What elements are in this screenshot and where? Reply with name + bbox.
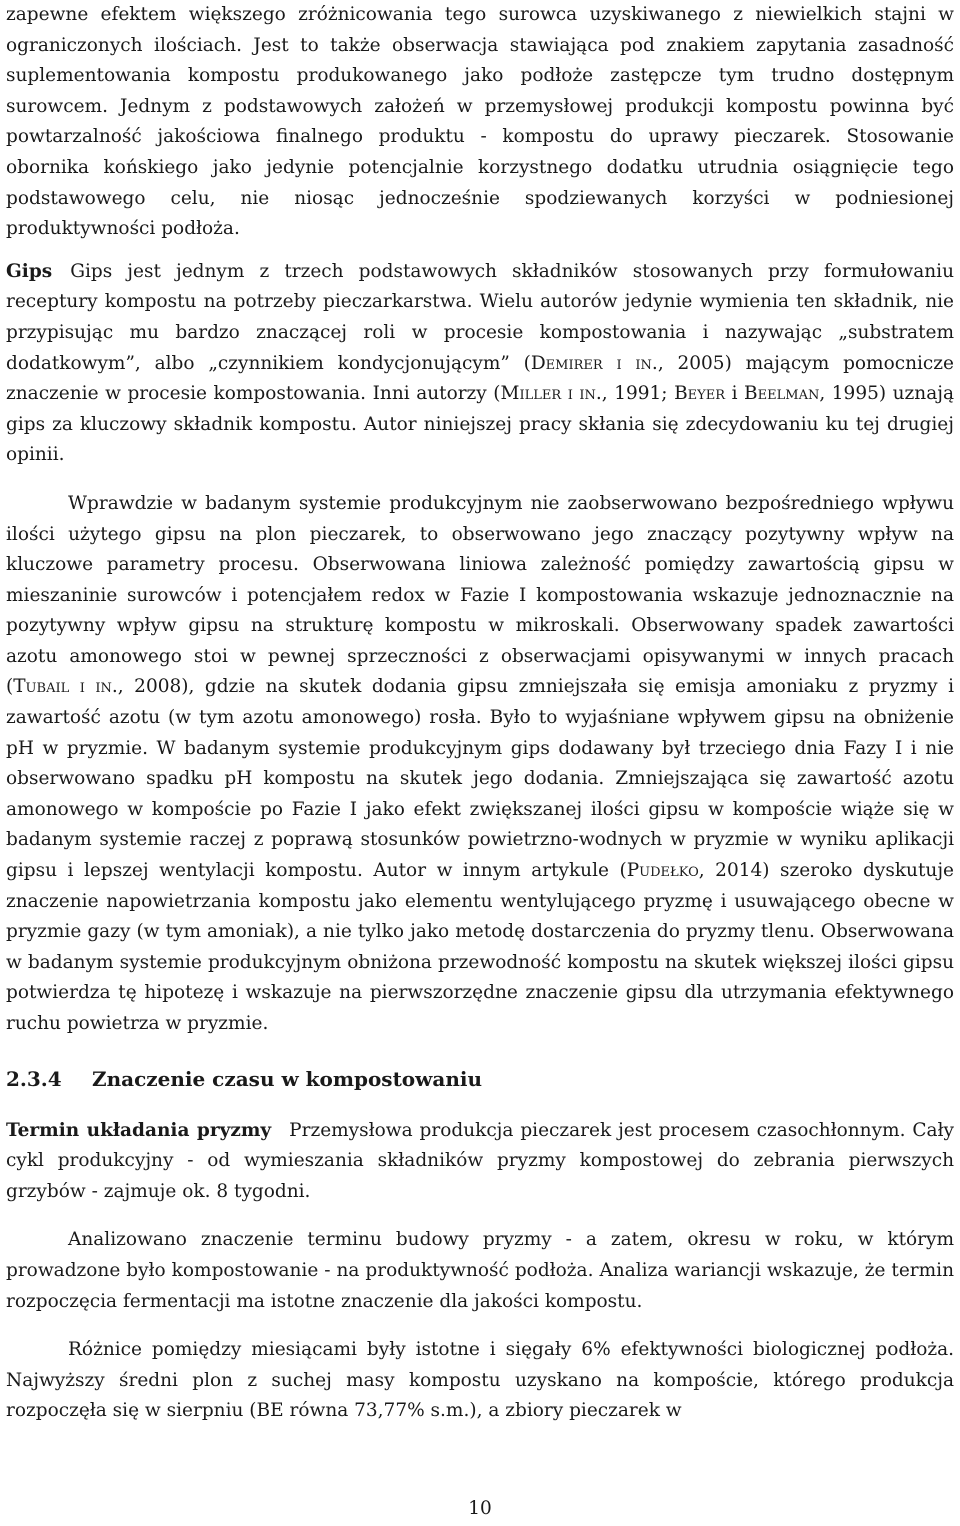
citation: Beyer (674, 383, 726, 405)
text-run: , 2008), gdzie na skutek dodania gipsu zmniejszała się emisja amoniaku z pryzmy i zawartość azotu (w tym azotu amonowego) rosła. Było to wyjaśniane wpływem gipsu na obniżenie pH w pryzmie. W badanym systemie produkcyjnym gips dodawany był trzeciego dnia Fazy I i nie obserwowano spadku pH kompostu na skutek jego dodania. Zmniejszająca się zawartość azotu amonowego w kompoście po Fazie I jako efekt zwiększanej ilości gipsu w kompoście wiąże się w badanym systemie raczej z poprawą stosunków powietrzno-wodnych w pryzmie w wyniku aplikacji gipsu i lepszej wentylacji kompostu. Autor w innym artykule ( (6, 676, 954, 882)
paragraph-analiza: Analizowano znaczenie terminu budowy pryzmy - a zatem, okresu w roku, w którym prowadzone było kompostowanie - na produktywność podłoża. Analiza wariancji wskazuje, że termin rozpoczęcia fermentacji ma istotne znaczenie dla jakości kompostu. (6, 1229, 954, 1312)
paragraph-gips-effects (6, 489, 954, 1040)
page-number: 10 (468, 1498, 492, 1519)
text-run: , 2005) mającym pomocnicze znaczenie w procesie kompostowania. Inni autorzy ( (6, 352, 954, 405)
section-heading (6, 1064, 954, 1094)
citation: Tubail i in. (13, 676, 118, 698)
text-run: i (725, 383, 745, 405)
text-run: Gips jest jednym z trzech podstawowych składników stosowanych przy formułowaniu receptury kompostu na potrzeby pieczarkarstwa. Wielu autorów jedynie wymienia ten składnik, nie przypisując mu bardzo znaczącej roli w procesie kompostowania i nazywając „substratem dodatkowym”, albo „czynnikiem kondycjonującym” ( (6, 260, 954, 374)
text-run: , 1991; (601, 383, 675, 405)
citation: Miller i in. (500, 383, 602, 405)
paragraph-termin (6, 1116, 954, 1208)
section-number: 2.3.4 (6, 1066, 62, 1091)
paragraph-obornik: zapewne efektem większego zróżnicowania tego surowca uzyskiwanego z niewielkich stajni w ograniczonych ilościach. Jest to także obserwacja stawiająca pod znakiem zapytania zasadność suplementowania kompostu produkowanego jako podłoże zastępcze tym trudno dostępnym surowcem. Jednym z podstawowych założeń w przemysłowej produkcji kompostu powinna być powtarzalność jakościowa finalnego produktu - kompostu do uprawy pieczarek. Stosowanie obornika końskiego jako jedynie potencjalnie korzystnego dodatku utrudnia osiągnięcie tego podstawowego celu, nie niosąc jednocześnie spodziewanych korzyści w podniesionej produktywności podłoża. (6, 4, 954, 240)
run-in-heading-gips: Gips (6, 260, 53, 282)
text-run: Wprawdzie w badanym systemie produkcyjnym nie zaobserwowano bezpośredniego wpływu ilości użytego gipsu na plon pieczarek, to obserwowano jego znaczący pozytywny wpływ na kluczowe parametry procesu. Obserwowana liniowa zależność pomiędzy zawartością gipsu w mieszaninie surowców i potencjałem redox w Fazie I kompostowania wskazuje jednoznacznie na pozytywny wpływ gipsu na strukturę kompostu w mikroskali. Obserwowany spadek zawartości azotu amonowego stoi w pewnej sprzeczności z obserwacjami opisywanymi w innych pracach ( (6, 492, 954, 698)
citation: Pudełko (626, 860, 699, 882)
section-title: Znaczenie czasu w kompostowaniu (92, 1066, 482, 1091)
citation: Beelman (744, 383, 820, 405)
text-run: , 2014) szeroko dyskutuje znaczenie napowietrzania kompostu jako elementu wentylującego pryzmę i usuwającego obecne w pryzmie gazy (w tym amoniak), a nie tylko jako metodę dostarczenia do pryzmy tlenu. Obserwowana w badanym systemie produkcyjnym obniżona przewodność kompostu na skutek większej ilości gipsu potwierdza tę hipotezę i wskazuje na pierwszorzędne znaczenie gipsu dla utrzymania efektywnego ruchu powietrza w pryzmie. (6, 860, 955, 1034)
run-in-heading-termin: Termin układania pryzmy (6, 1119, 272, 1141)
page-content (6, 0, 954, 1427)
paragraph-roznice: Różnice pomiędzy miesiącami były istotne i sięgały 6% efektywności biologicznej podłoża. Najwyższy średni plon z suchej masy kompostu uzyskano na kompoście, którego produkcja rozpoczęła się w sierpniu (BE równa 73,77% s.m.), a zbiory pieczarek w (6, 1339, 954, 1422)
paragraph-gips (6, 257, 954, 471)
text-run: , 1995) uznają gips za kluczowy składnik kompostu. Autor niniejszej pracy skłania się zdecydowaniu ku tej drugiej opinii. (6, 383, 954, 466)
text-run: Przemysłowa produkcja pieczarek jest procesem czasochłonnym. Cały cykl produkcyjny - od wymieszania składników pryzmy kompostowej do zebrania pierwszych grzybów - zajmuje ok. 8 tygodni. (6, 1119, 954, 1202)
citation: Demirer i in. (530, 352, 658, 374)
